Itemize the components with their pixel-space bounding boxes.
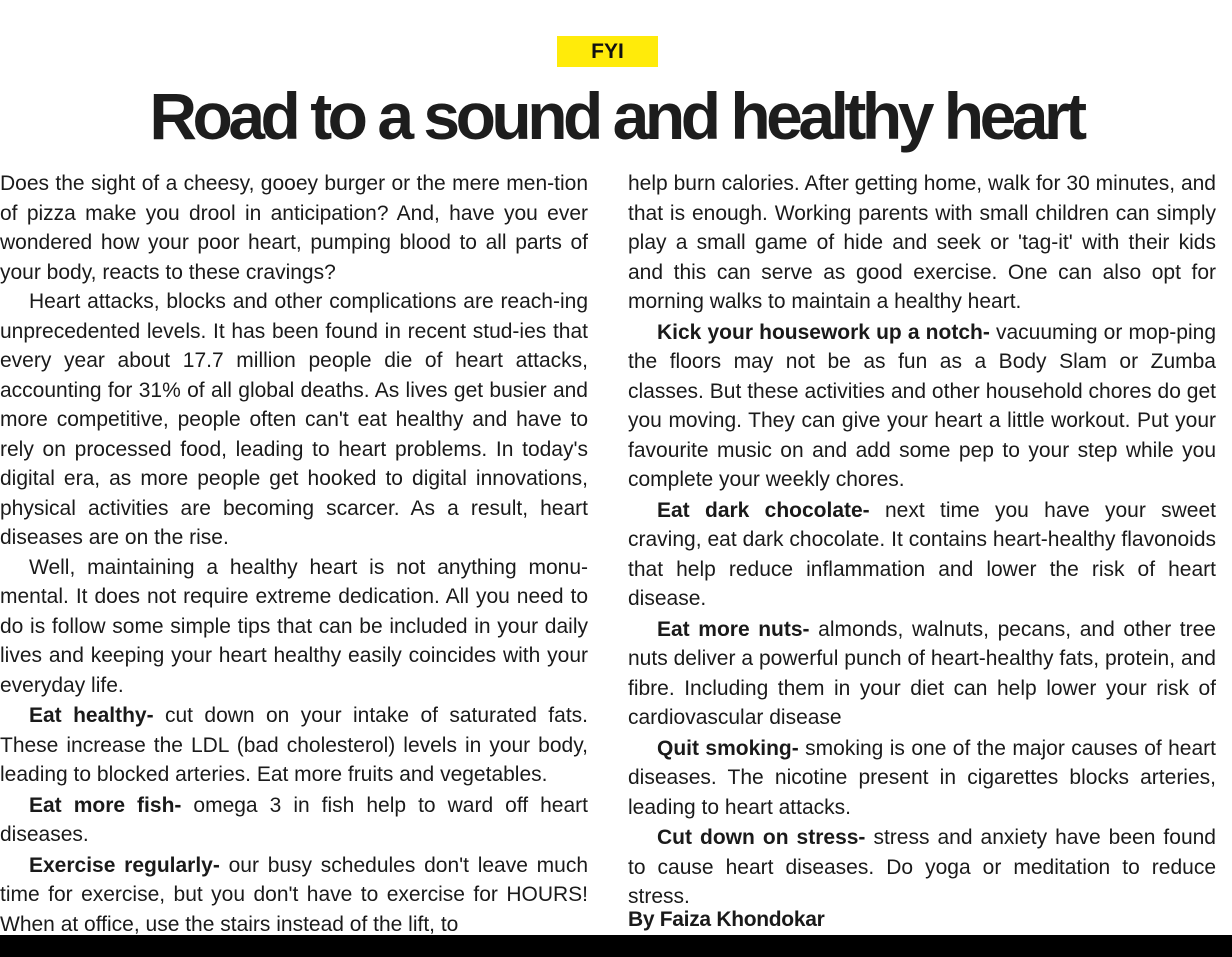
- tip-text: cut down on your intake of saturated fats. These increase the LDL (bad cholesterol) levels in your body, leading to blocked arteries. Eat more fruits and vegetables.: [0, 704, 588, 786]
- right-column: [628, 169, 1216, 912]
- tip-paragraph-eat-more-fish: [0, 791, 588, 850]
- tip-paragraph-stress: [628, 823, 1216, 912]
- body-paragraph: Heart attacks, blocks and other complications are reach-ing unprecedented levels. It has been found in recent stud-ies that every year about 17.7 million people die of heart attacks, accounting for 31% of all global deaths. As lives get busier and more competitive, people often can't eat healthy and have to rely on processed food, leading to heart problems. In today's digital era, as more people get hooked to digital innovations, physical activities are becoming scarcer. As a result, heart diseases are on the rise.: [0, 290, 588, 549]
- tip-title: Eat more fish-: [29, 793, 182, 817]
- bottom-bar: [0, 935, 1232, 957]
- tip-text: vacuuming or mop-ping the floors may not be as fun as a Body Slam or Zumba classes. But these activities and other household chores do get you moving. They can give your heart a little workout. Put your favourite music on and add some pep to your step while you complete your weekly chores.: [628, 320, 1216, 491]
- tip-text: smoking is one of the major causes of heart diseases. The nicotine present in cigarettes blocks arteries, leading to heart attacks.: [628, 736, 1216, 819]
- tip-title: Eat more nuts-: [657, 617, 810, 641]
- tip-text: almonds, walnuts, pecans, and other tree nuts deliver a powerful punch of heart-healthy fats, protein, and fibre. Including them in your diet can help lower your risk of cardiovascular disease: [628, 617, 1216, 729]
- tip-text: next time you have your sweet craving, eat dark chocolate. It contains heart-healthy flavonoids that help reduce inflammation and lower the risk of heart disease.: [628, 498, 1217, 610]
- tip-title: Eat healthy-: [29, 704, 154, 727]
- body-paragraph: Well, maintaining a healthy heart is not anything monu-mental. It does not require extreme dedication. All you need to do is follow some simple tips that can be included in your daily lives and keeping your heart healthy easily coincides with your everyday life.: [0, 555, 588, 697]
- continued-paragraph: help burn calories. After getting home, walk for 30 minutes, and that is enough. Working parents with small children can simply play a small game of hide and seek or 'tag-it' with their kids and this can serve as good exercise. One can also opt for morning walks to maintain a healthy heart.: [628, 172, 1216, 313]
- tip-title: Exercise regularly-: [29, 853, 220, 877]
- tip-text: our busy schedules don't leave much time for exercise, but you don't have to exercise for HOURS! When at office, use the stairs instead of the lift, to: [0, 853, 588, 936]
- tip-title: Cut down on stress-: [657, 826, 866, 849]
- tip-paragraph-housework: [628, 318, 1216, 495]
- tip-text: stress and anxiety have been found to cause heart diseases. Do yoga or meditation to reduce stress.: [628, 826, 1216, 908]
- tip-paragraph-exercise: [0, 851, 588, 940]
- byline: By Faiza Khondokar: [628, 908, 825, 931]
- tip-paragraph-nuts: [628, 615, 1216, 733]
- tip-title: Kick your housework up a notch-: [657, 320, 990, 344]
- tip-paragraph-eat-healthy: [0, 701, 588, 790]
- headline: Road to a sound and healthy heart: [149, 79, 1083, 153]
- tip-text: omega 3 in fish help to ward off heart diseases.: [0, 793, 588, 846]
- tip-paragraph-dark-chocolate: [628, 496, 1216, 614]
- section-tag: FYI: [557, 36, 658, 67]
- tip-title: Eat dark chocolate-: [657, 498, 870, 522]
- intro-paragraph: Does the sight of a cheesy, gooey burger or the mere men-tion of pizza make you drool in anticipation? And, have you ever wondered how your poor heart, pumping blood to all parts of your body, reacts to these cravings?: [0, 172, 588, 284]
- tip-title: Quit smoking-: [657, 736, 799, 760]
- tip-paragraph-quit-smoking: [628, 734, 1216, 823]
- left-column: [0, 169, 588, 939]
